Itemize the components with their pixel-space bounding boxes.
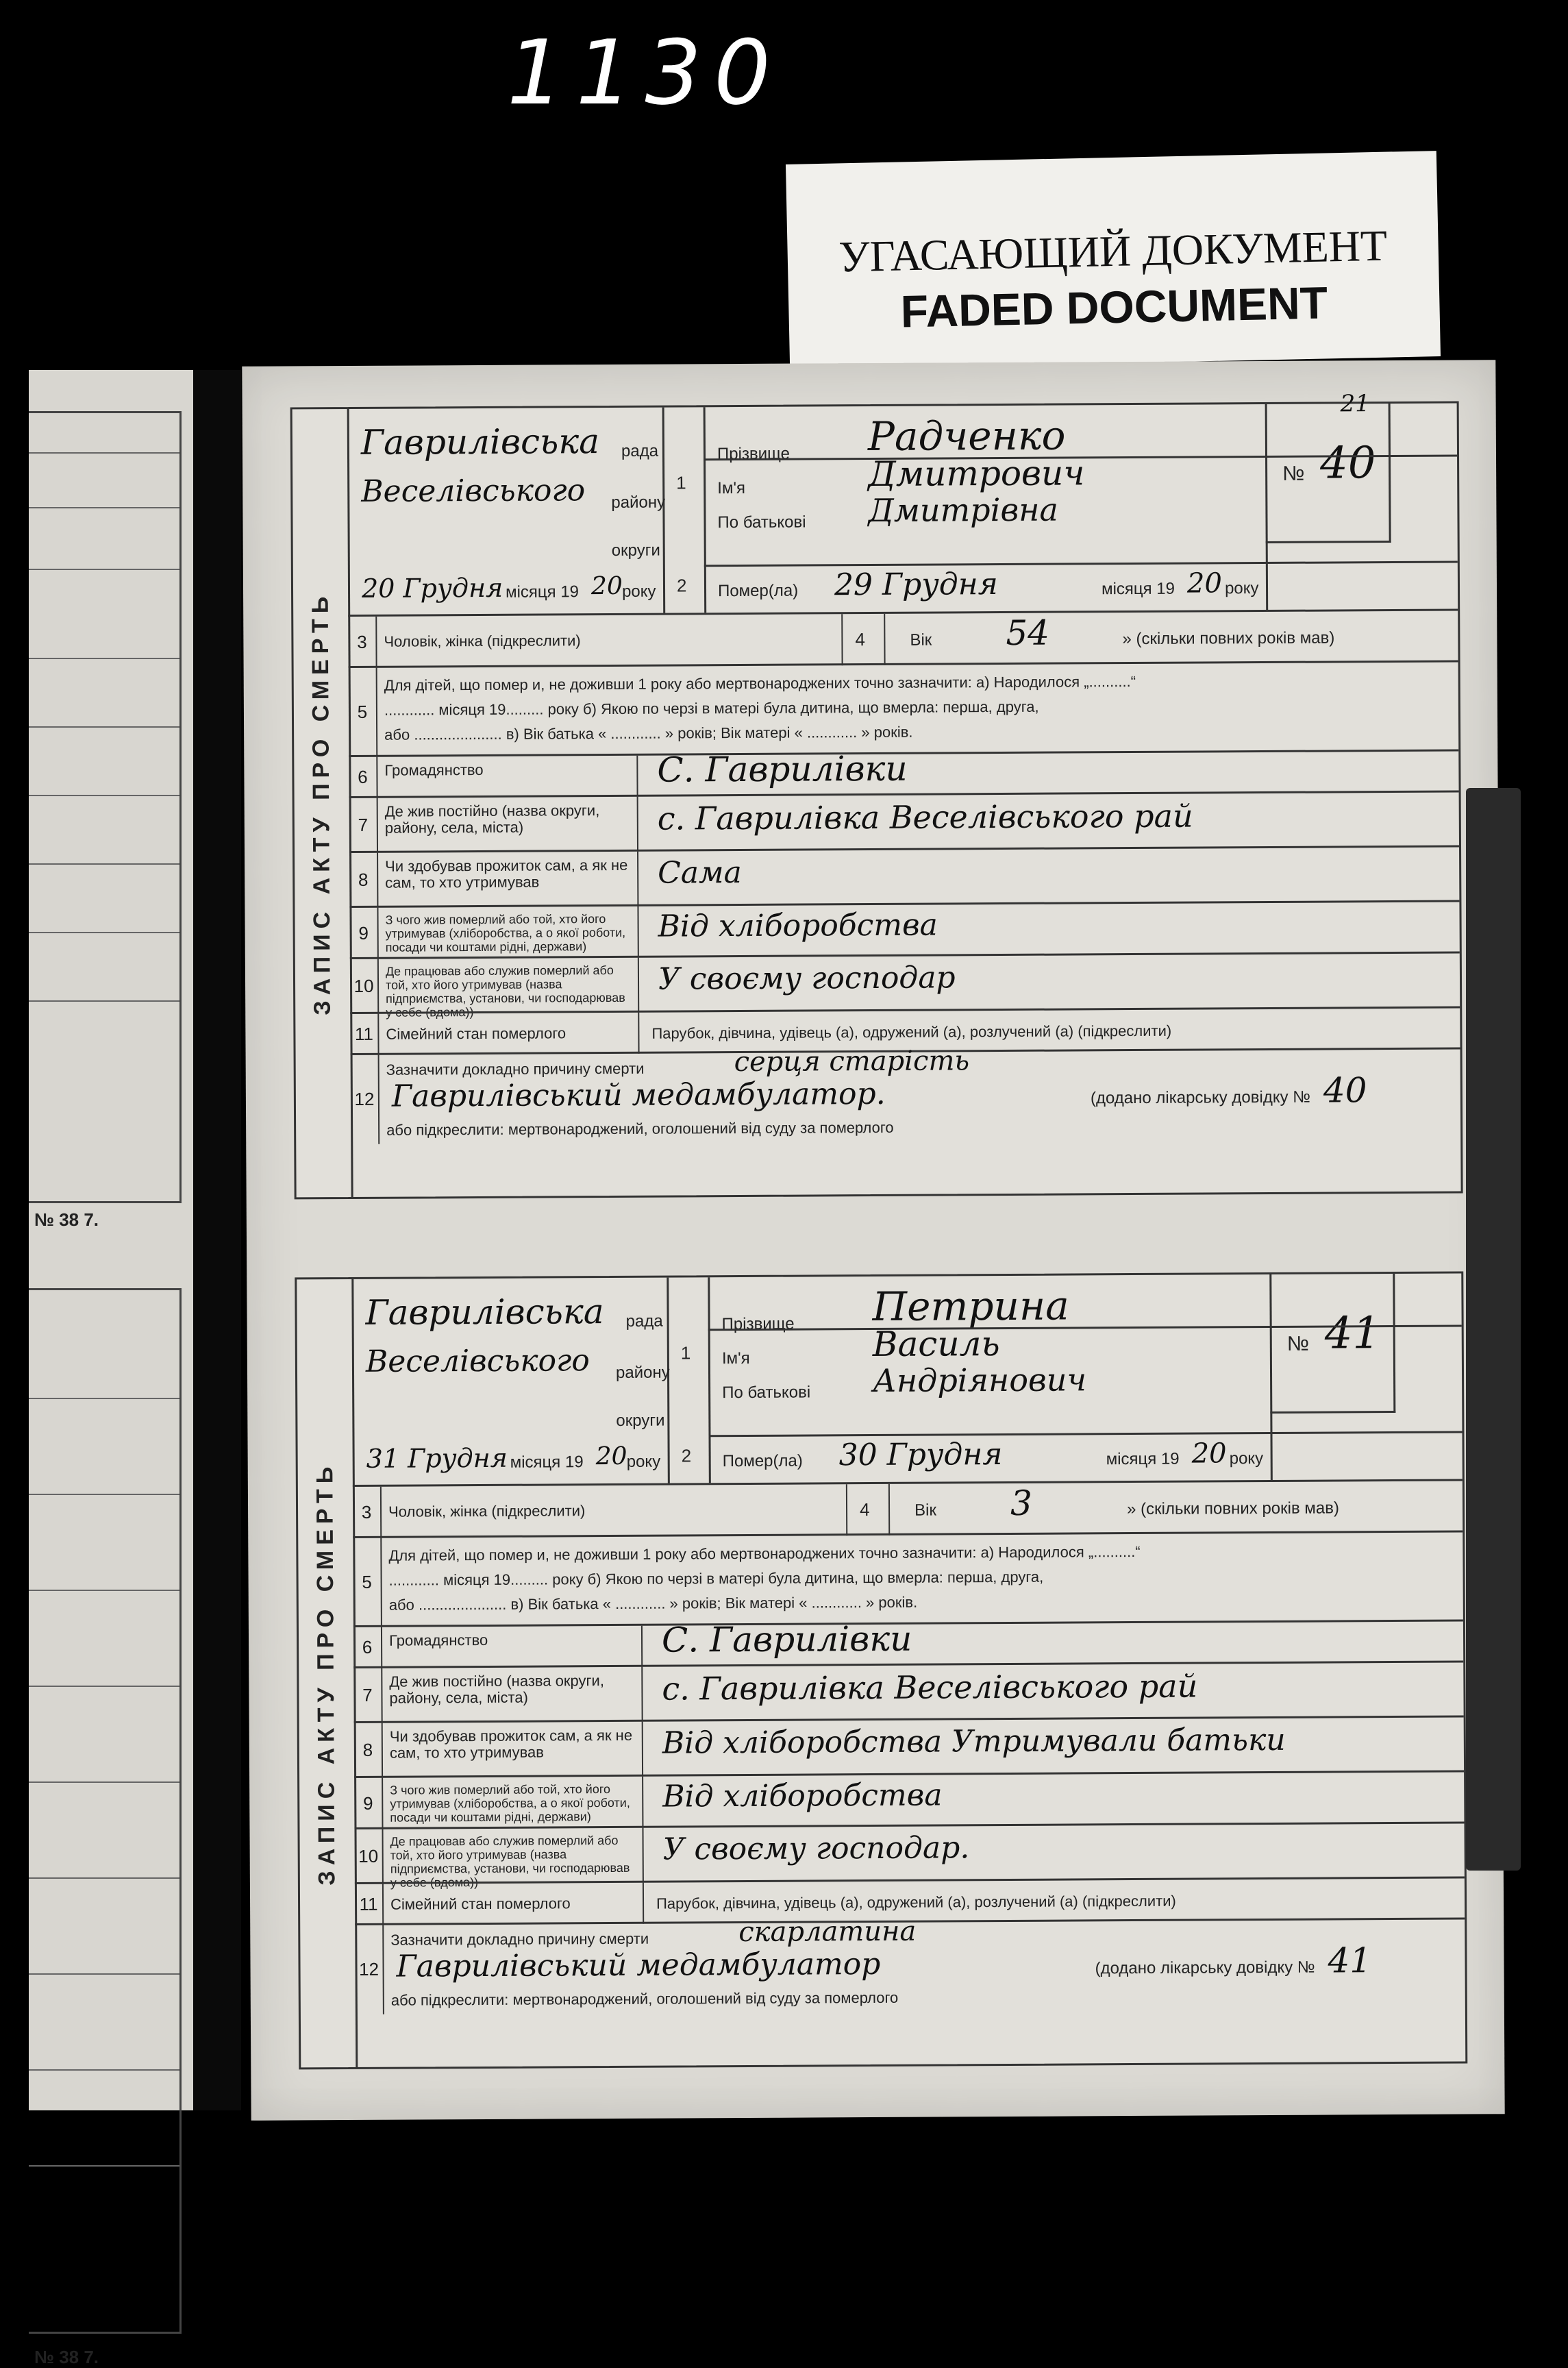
row-number-cell: [348, 617, 377, 668]
row-label: Громадянство: [388, 1631, 488, 1649]
row-number-cell: [355, 1884, 384, 1925]
cause-handwritten: Гаврилівський медамбулатор: [396, 1946, 881, 1984]
surname-label: Прізвище: [717, 444, 790, 464]
row-number-4: 4: [859, 1499, 870, 1520]
row-number-4: 4: [855, 629, 865, 650]
rada-label: рада: [625, 1311, 663, 1331]
row-number-1: 1: [676, 472, 686, 493]
raion-label: району: [611, 493, 666, 512]
row-label: Де працював або служив померлий або той, хто його утримував (назва підприємства, установи, чи господарював у себе (вдома)): [385, 963, 625, 1020]
row-number: 11: [359, 1893, 378, 1914]
cause-of-death-label: Зазначити докладно причину смерти: [390, 1929, 649, 1949]
child-info-line-1: Для дітей, що помер и, не доживши 1 року або мертвонароджених точно зазначити: а) Народилося „..........“: [388, 1542, 1141, 1564]
age-label: Вік: [914, 1501, 936, 1520]
age-handwritten: 3: [1010, 1483, 1032, 1523]
medical-certificate-number: 40: [1323, 1070, 1367, 1111]
rada-label: рада: [621, 441, 659, 460]
row-number: 11: [354, 1023, 373, 1044]
citizenship-handwritten: С. Гаврилівки: [661, 1618, 912, 1660]
livelihood-handwritten: Від хліборобства Утримували батьки: [662, 1723, 1286, 1761]
row-number-2: 2: [676, 575, 687, 596]
row-number-cell: [350, 959, 379, 1014]
death-record-41: [295, 1271, 1467, 2069]
registry-office-block: [351, 1278, 670, 1485]
death-day-handwritten: 30 Грудня: [838, 1437, 1003, 1473]
row-number-cell: [349, 908, 378, 959]
row-label: Де жив постійно (назва округи, району, села, міста): [389, 1672, 605, 1707]
cause-extra-handwritten: серця старість: [734, 1045, 970, 1078]
row-label: Де працював або служив померлий або той, хто його утримував (назва підприємства, установи, чи господарював у себе (вдома)): [390, 1833, 630, 1890]
faded-document-label: [786, 151, 1441, 370]
row-number-cell: [354, 1723, 383, 1778]
row-label: З чого жив померлий або той, хто його утримував (хліборобства, а о якої роботи, посади чи коштами рідні, держави): [390, 1782, 630, 1825]
child-info-line-3: або ..................... в) Вік батька « ............ » років; Вік матері « ............ » років.: [388, 1593, 918, 1614]
death-year-handwritten: 20: [1191, 1438, 1227, 1470]
stillborn-note: або підкреслити: мертвонароджений, оголошений від суду за померлого: [386, 1118, 894, 1139]
medical-certificate-number: 41: [1328, 1940, 1372, 1981]
faded-label-ru: УГАСАЮЩИЙ ДОКУМЕНТ: [838, 221, 1388, 282]
side-title-column: [297, 1279, 358, 2067]
form-row: [354, 1770, 1464, 1829]
row-number: 6: [362, 1636, 373, 1657]
form-row: [354, 1821, 1464, 1890]
book-binding: [193, 370, 241, 2110]
row-number-cell: [353, 1668, 382, 1723]
row-number: 12: [359, 1958, 379, 1980]
form-row: [353, 1479, 1463, 1538]
reg-month-label: місяця 19: [510, 1453, 584, 1472]
marital-status-label: Сімейний стан померлого: [386, 1024, 567, 1043]
reg-month-label: місяця 19: [505, 582, 580, 602]
row-number: 5: [362, 1571, 372, 1592]
header-row-numbers: [662, 407, 707, 613]
record-number-sign: №: [1282, 462, 1305, 485]
form-row: [355, 1917, 1465, 2014]
record-number-sign: №: [1286, 1332, 1310, 1355]
faded-label-en: FADED DOCUMENT: [900, 277, 1328, 337]
row-number-cell: [353, 1487, 382, 1538]
row-number: 3: [361, 1501, 372, 1522]
record-number: 40: [1319, 438, 1376, 489]
form-row: [349, 846, 1459, 908]
row-number-cell: [349, 853, 378, 908]
row-number: 7: [362, 1684, 373, 1705]
row-number: 6: [358, 766, 368, 787]
header-row-numbers: [667, 1277, 711, 1483]
name-label: Ім'я: [721, 1348, 750, 1368]
row-number-cell: [351, 1055, 380, 1144]
row-label: З чого жив померлий або той, хто його утримував (хліборобства, а о якої роботи, посади чи коштами рідні, держави): [385, 912, 626, 954]
record-number-box: [1265, 390, 1391, 543]
cause-of-death-label: Зазначити докладно причину смерти: [386, 1059, 645, 1078]
row-number-1: 1: [680, 1342, 691, 1364]
child-info-line-2: ............ місяця 19......... року б) Якою по черзі в матері була дитина, що вмерла: перша, друга,: [384, 698, 1039, 719]
row-number-cell: [354, 1778, 383, 1829]
age-handwritten: 54: [1006, 613, 1050, 653]
form-row: [354, 1715, 1464, 1777]
adjacent-form-number: № 38 7.: [34, 1209, 99, 1230]
patronymic-handwritten: Дмитрівна: [868, 491, 1058, 530]
record-number: 41: [1324, 1308, 1381, 1359]
death-date-label: Помер(ла): [722, 1451, 803, 1471]
row-number-cell: [354, 1829, 383, 1884]
death-year-label: року: [1229, 1449, 1264, 1468]
row-label: Громадянство: [384, 761, 484, 779]
residence-handwritten: с. Гаврилівка Веселівського рай: [657, 797, 1193, 837]
registration-year: 20: [595, 1442, 627, 1471]
row-number-2: 2: [681, 1445, 692, 1466]
form-row: [349, 900, 1459, 959]
registration-date: 31 Грудня: [366, 1442, 508, 1474]
marital-status-options: Парубок, дівчина, удівець (а), одружений (а), розлучений (а) (підкреслити): [651, 1022, 1172, 1042]
name-handwritten: Дмитрович: [867, 453, 1085, 495]
form-row: [351, 1045, 1461, 1144]
corner-mark: 21: [1340, 390, 1370, 418]
row-number: 3: [357, 631, 367, 652]
row-number-cell: [355, 1925, 384, 2014]
residence-handwritten: с. Гаврилівка Веселівського рай: [662, 1667, 1198, 1707]
row-number: 7: [358, 814, 369, 835]
medical-certificate-label: (додано лікарську довідку №: [1090, 1087, 1311, 1108]
workplace-handwritten: У своєму господар.: [662, 1830, 970, 1867]
cause-handwritten: Гаврилівський медамбулатор.: [391, 1076, 886, 1114]
child-info-line-1: Для дітей, що помер и, не доживши 1 року або мертвонароджених точно зазначити: а) Народилося „..........“: [384, 672, 1136, 694]
row-number-cell: [349, 757, 377, 798]
adjacent-form-bottom: [29, 1288, 182, 2334]
surname-handwritten: Петрина: [872, 1282, 1069, 1331]
form-row: [349, 791, 1459, 853]
record-number-box: [1269, 1274, 1395, 1414]
row-number-cell: [349, 668, 378, 757]
row-number: 8: [358, 869, 369, 890]
child-info-line-3: або ..................... в) Вік батька « ............ » років; Вік матері « ............ » років.: [384, 723, 913, 743]
row-number: 12: [354, 1088, 375, 1109]
stillborn-note: або підкреслити: мертвонароджений, оголошений від суду за померлого: [390, 1988, 899, 2009]
death-month-label: місяця 19: [1106, 1449, 1180, 1469]
form-row: [348, 609, 1458, 668]
form-row: [353, 1660, 1463, 1723]
reg-year-label: року: [621, 582, 656, 601]
deceased-identity-block: [704, 404, 1269, 613]
registration-year: 20: [590, 571, 623, 601]
surname-handwritten: Радченко: [867, 412, 1066, 460]
row-number-cell: [350, 1014, 379, 1055]
side-title: ЗАПИС АКТУ ПРО СМЕРТЬ: [307, 591, 336, 1015]
side-title: ЗАПИС АКТУ ПРО СМЕРТЬ: [312, 1461, 340, 1886]
child-info-line-2: ............ місяця 19......... року б) Якою по черзі в матері була дитина, що вмерла: перша, друга,: [388, 1568, 1044, 1589]
row-number: 5: [357, 701, 368, 722]
age-label: Вік: [910, 630, 932, 650]
surname-label: Прізвище: [721, 1314, 795, 1334]
livelihood-handwritten: Сама: [658, 855, 742, 891]
rada-handwritten: Гаврилівська: [360, 421, 600, 463]
frame-number: 1130: [507, 21, 783, 125]
patronymic-label: По батькові: [722, 1383, 811, 1403]
row-number-cell: [353, 1627, 382, 1668]
row-label: Чи здобував прожиток сам, а як не сам, то хто утримував: [385, 856, 628, 891]
cause-extra-handwritten: скарлатина: [738, 1915, 917, 1949]
death-day-handwritten: 29 Грудня: [834, 567, 998, 603]
row-number: 9: [362, 1792, 373, 1814]
form-row: [350, 952, 1460, 1020]
registry-office-block: [347, 408, 666, 615]
patronymic-label: По батькові: [717, 513, 806, 532]
reg-year-label: року: [626, 1452, 661, 1471]
death-record-40: [290, 390, 1463, 1200]
income-source-handwritten: Від хліборобства: [662, 1777, 943, 1814]
raion-handwritten: Веселівського: [361, 473, 586, 509]
row-number: 10: [358, 1845, 379, 1866]
adjacent-page-strip: [29, 370, 193, 2367]
death-year-label: року: [1224, 579, 1259, 598]
okrugy-label: округи: [611, 541, 660, 560]
row-number: 9: [358, 922, 369, 944]
registration-date: 20 Грудня: [361, 572, 503, 604]
deceased-identity-block: [708, 1274, 1273, 1483]
side-title-column: [293, 409, 353, 1197]
marital-status-label: Сімейний стан померлого: [390, 1895, 571, 1913]
name-handwritten: Василь: [872, 1324, 1000, 1365]
sex-label: Чоловік, жінка (підкреслити): [388, 1502, 586, 1520]
age-note: » (скільки повних років мав): [1126, 1498, 1340, 1519]
marital-status-options: Парубок, дівчина, удівець (а), одружений (а), розлучений (а) (підкреслити): [656, 1892, 1176, 1912]
raion-label: району: [615, 1363, 670, 1382]
adjacent-form-number-2: № 38 7.: [34, 2347, 99, 2367]
death-month-label: місяця 19: [1101, 579, 1175, 599]
raion-handwritten: Веселівського: [365, 1343, 590, 1379]
form-row: [353, 1531, 1463, 1627]
medical-certificate-label: (додано лікарську довідку №: [1095, 1958, 1315, 1978]
row-label: Де жив постійно (назва округи, району, села, міста): [384, 802, 600, 837]
rada-handwritten: Гаврилівська: [365, 1292, 604, 1333]
income-source-handwritten: Від хліборобства: [658, 907, 938, 944]
form-row: [349, 661, 1459, 757]
citizenship-handwritten: С. Гаврилівки: [657, 748, 908, 790]
workplace-handwritten: У своєму господар: [658, 960, 956, 997]
row-number-cell: [353, 1538, 382, 1627]
death-year-handwritten: 20: [1186, 567, 1223, 600]
death-date-label: Помер(ла): [717, 581, 799, 601]
record-number-block: [1265, 390, 1458, 610]
sex-label: Чоловік, жінка (підкреслити): [384, 632, 581, 650]
name-label: Ім'я: [717, 478, 746, 498]
age-note: » (скільки повних років мав): [1122, 628, 1335, 649]
binder-clip: [1466, 788, 1521, 1871]
row-number: 10: [353, 975, 374, 996]
okrugy-label: округи: [616, 1411, 665, 1430]
adjacent-form-top: [29, 411, 182, 1203]
record-number-block: [1269, 1274, 1463, 1480]
register-page: [242, 360, 1504, 2121]
row-number-cell: [349, 798, 378, 853]
row-label: Чи здобував прожиток сам, а як не сам, то хто утримував: [389, 1726, 633, 1762]
row-number: 8: [362, 1739, 373, 1760]
patronymic-handwritten: Андріянович: [872, 1361, 1087, 1400]
